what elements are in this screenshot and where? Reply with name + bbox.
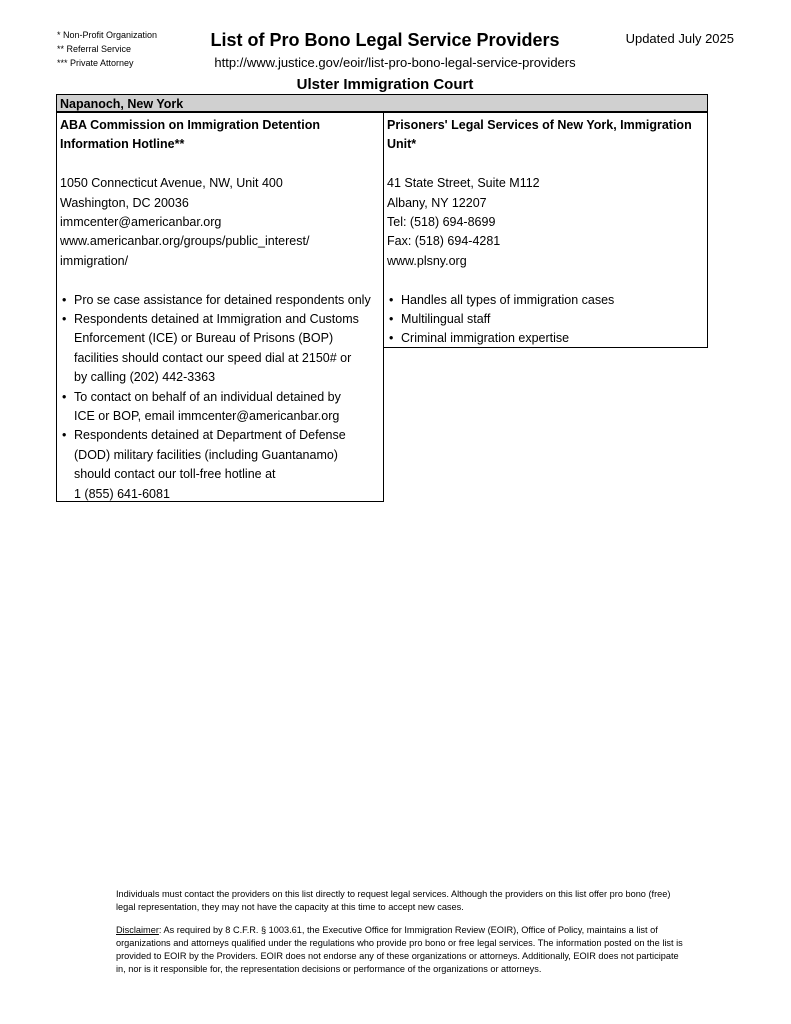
source-url[interactable]: http://www.justice.gov/eoir/list-pro-bono-legal-service-providers bbox=[214, 55, 576, 70]
service-item: • Multilingual staff bbox=[387, 310, 705, 329]
provider-card-plsny bbox=[383, 112, 708, 348]
provider-name-line: Prisoners' Legal Services of New York, Immigration bbox=[387, 118, 692, 132]
service-line: • To contact on behalf of an individual detained by bbox=[74, 389, 341, 404]
services-list bbox=[387, 291, 705, 349]
location-header: Napanoch, New York bbox=[56, 94, 708, 112]
services-list bbox=[60, 291, 381, 504]
footer-notice: Individuals must contact the providers on this list directly to request legal services. Although the providers on this list offer pro bono (free) legal representation, they may not have the capacity at this time to accept new cases. bbox=[116, 889, 671, 912]
provider-website[interactable] bbox=[60, 232, 381, 271]
service-line: • Respondents detained at Immigration and Customs bbox=[74, 312, 359, 327]
provider-phone: Tel: (518) 694-8699 bbox=[387, 215, 496, 230]
footer-disclaimer bbox=[116, 924, 686, 976]
legend-private-attorney: *** Private Attorney bbox=[57, 58, 134, 68]
service-item bbox=[60, 310, 381, 388]
provider-name-line: ABA Commission on Immigration Detention bbox=[60, 118, 320, 132]
service-item: • Handles all types of immigration cases bbox=[387, 291, 705, 310]
service-item bbox=[60, 388, 381, 427]
provider-name bbox=[60, 116, 381, 155]
court-name: Ulster Immigration Court bbox=[296, 76, 474, 93]
service-line: (DOD) military facilities (including Guantanamo) bbox=[74, 447, 338, 462]
service-line: • Respondents detained at Department of Defense bbox=[74, 428, 346, 443]
service-line: should contact our toll-free hotline at bbox=[74, 467, 276, 482]
provider-address-line: Washington, DC 20036 bbox=[60, 195, 189, 210]
service-item bbox=[60, 291, 381, 310]
provider-website[interactable]: www.plsny.org bbox=[387, 253, 467, 268]
provider-website-line[interactable]: www.americanbar.org/groups/public_interest/ bbox=[60, 234, 310, 249]
provider-name-line: Unit* bbox=[387, 137, 417, 152]
service-line: facilities should contact our speed dial at 2150# or bbox=[74, 350, 352, 365]
provider-name bbox=[387, 116, 705, 155]
provider-website-line[interactable]: immigration/ bbox=[60, 253, 129, 268]
updated-date: Updated July 2025 bbox=[625, 31, 734, 46]
service-item bbox=[60, 426, 381, 504]
provider-name-line: Information Hotline** bbox=[60, 137, 185, 152]
disclaimer-label: Disclaimer bbox=[116, 925, 159, 935]
footer bbox=[116, 888, 686, 986]
service-line: by calling (202) 442-3363 bbox=[74, 370, 216, 385]
service-item: • Criminal immigration expertise bbox=[387, 329, 705, 348]
provider-address-line: Albany, NY 12207 bbox=[387, 195, 487, 210]
legend bbox=[57, 28, 157, 70]
disclaimer-text: : As required by 8 C.F.R. § 1003.61, the Executive Office for Immigration Review (EOIR), Office of Policy, maintains a list of organizations and attorneys qualified under the regulations who provide pro bono or free legal services. The information posted on the list is provided to EOIR by the Providers. EOIR does not endorse any of these organizations or attorneys. Additionally, EOIR does not participate in, nor is it responsible for, the representation decisions or performance of the organizations or attorneys. bbox=[116, 925, 683, 974]
page-title: List of Pro Bono Legal Service Providers bbox=[210, 30, 560, 50]
legend-referral: ** Referral Service bbox=[57, 44, 132, 54]
provider-card-aba bbox=[56, 112, 384, 502]
legend-nonprofit: * Non-Profit Organization bbox=[57, 30, 158, 40]
service-line: • Pro se case assistance for detained respondents only bbox=[74, 292, 371, 307]
service-line: ICE or BOP, email immcenter@americanbar.org bbox=[74, 409, 340, 424]
service-line: 1 (855) 641-6081 bbox=[74, 486, 170, 501]
provider-address-line: 1050 Connecticut Avenue, NW, Unit 400 bbox=[60, 176, 283, 191]
provider-email[interactable]: immcenter@americanbar.org bbox=[60, 215, 222, 230]
service-line: Enforcement (ICE) or Bureau of Prisons (BOP) bbox=[74, 331, 334, 346]
provider-fax: Fax: (518) 694-4281 bbox=[387, 234, 501, 249]
provider-address-line: 41 State Street, Suite M112 bbox=[387, 176, 540, 191]
